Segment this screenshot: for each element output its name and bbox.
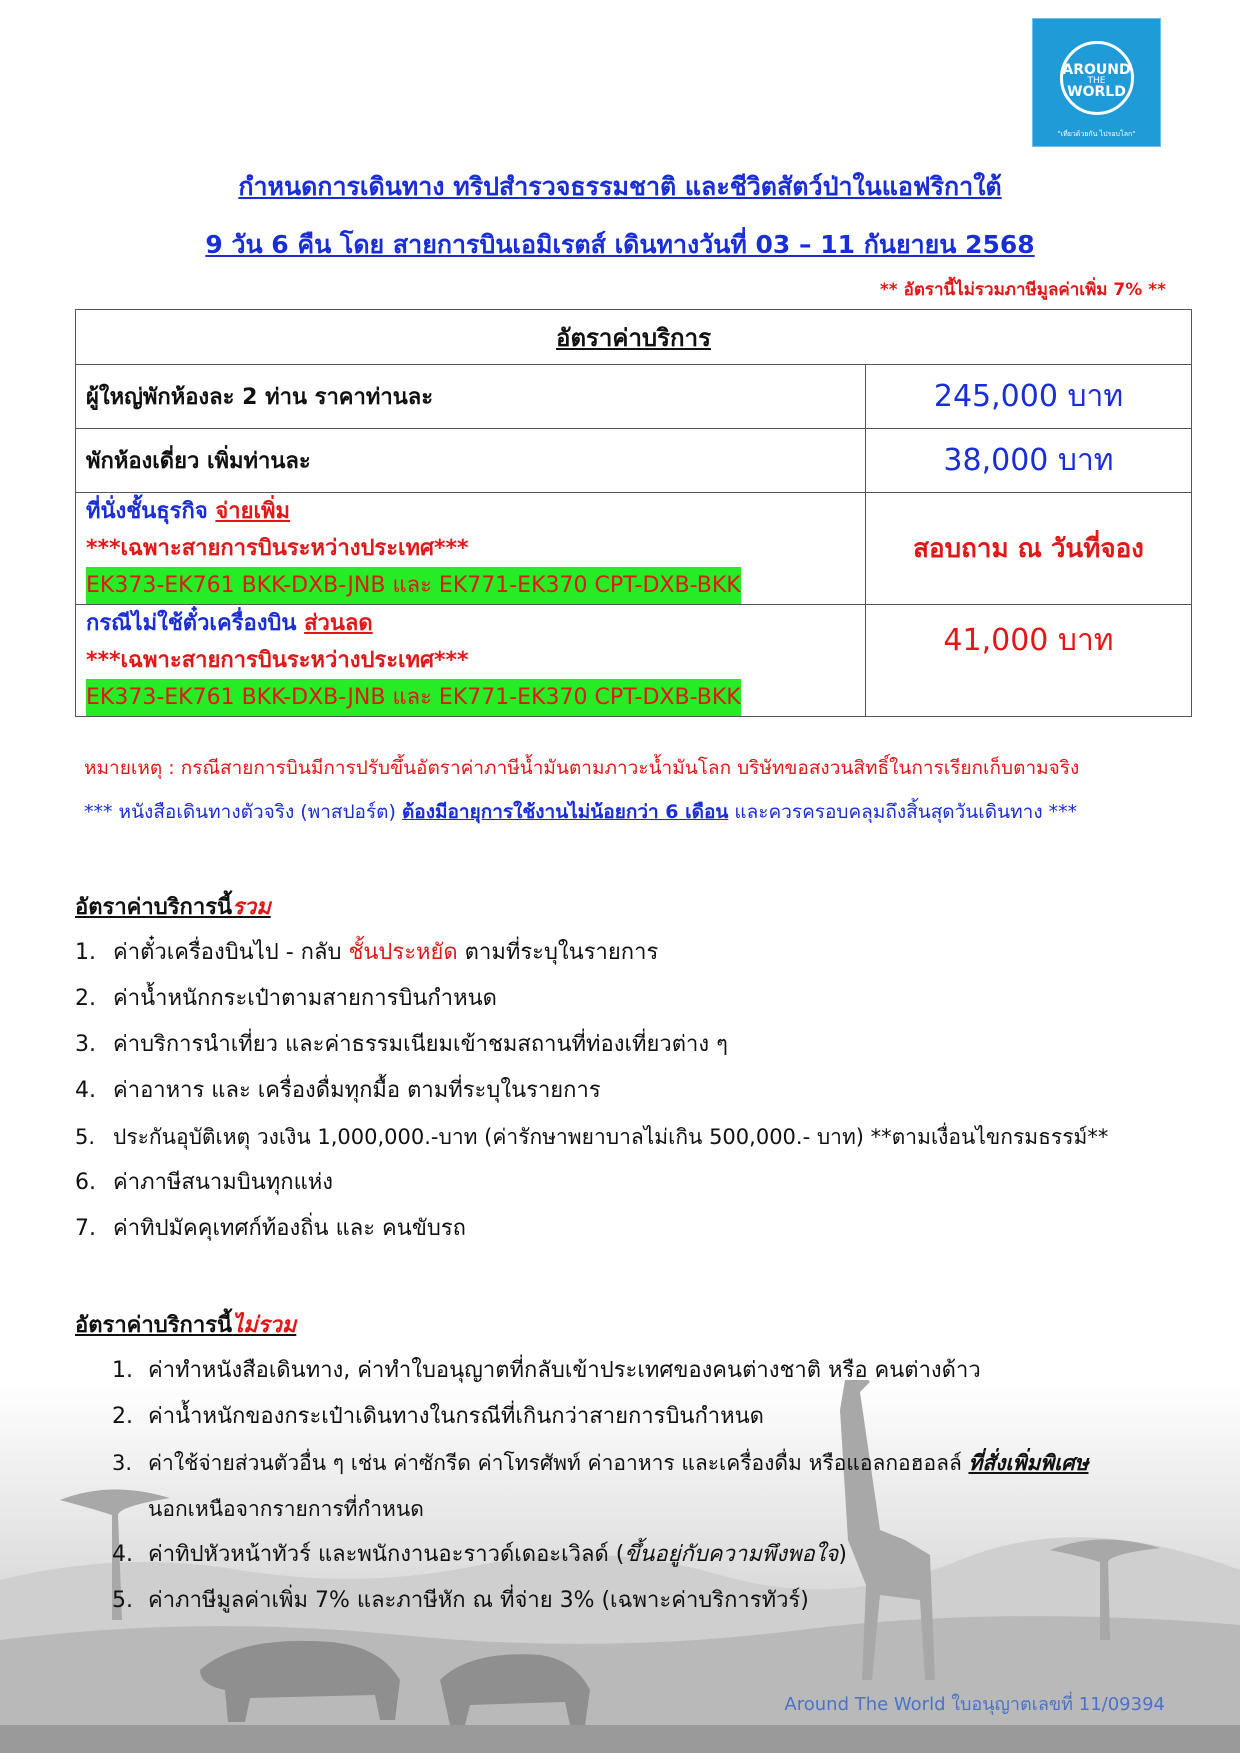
- no-ticket-discount: ส่วนลด: [304, 611, 373, 636]
- price-table-header: อัตราค่าบริการ: [76, 310, 1192, 365]
- list-item: 2. ค่าน้ำหนักกระเป๋าตามสายการบินกำหนด: [75, 986, 497, 1011]
- included-heading-emphasis: รวม: [232, 895, 271, 920]
- adult-rate-label: ผู้ใหญ่พักห้องละ 2 ท่าน ราคาท่านละ: [76, 365, 866, 429]
- passport-note-a: *** หนังสือเดินทางตัวจริง (พาสปอร์ต): [84, 801, 402, 823]
- vat-note: ** อัตรานี้ไม่รวมภาษีมูลค่าเพิ่ม 7% **: [879, 280, 1166, 300]
- page-title: กำหนดการเดินทาง ทริปสำรวจธรรมชาติ และชีวิตสัตว์ป่าในแอฟริกาใต้: [238, 172, 1002, 201]
- list-item: 7. ค่าทิปมัคคุเทศก์ท้องถิ่น และ คนขับรถ: [75, 1216, 466, 1241]
- list-item: 4. ค่าอาหาร และ เครื่องดื่มทุกมื้อ ตามที่ระบุในรายการ: [75, 1078, 601, 1103]
- excluded-list: [112, 1348, 1088, 1624]
- list-item: 5. ค่าภาษีมูลค่าเพิ่ม 7% และภาษีหัก ณ ที่จ่าย 3% (เฉพาะค่าบริการทัวร์): [112, 1588, 809, 1613]
- logo-text-around: AROUND: [1062, 62, 1131, 78]
- single-room-label: พักห้องเดี่ยว เพิ่มท่านละ: [76, 429, 866, 493]
- list-item: 5. ประกันอุบัติเหตุ วงเงิน 1,000,000.-บาท (ค่ารักษาพยาบาลไม่เกิน 500,000.- บาท) **ตามเงื่อนไขกรมธรรม์**: [75, 1125, 1109, 1149]
- no-ticket-cell: [76, 605, 866, 717]
- fuel-surcharge-note: หมายเหตุ : กรณีสายการบินมีการปรับขึ้นอัตราค่าภาษีน้ำมันตามภาวะน้ำมันโลก บริษัทขอสงวนสิทธิ์ในการเรียกเก็บตามจริง: [84, 757, 1080, 779]
- business-intl-note: ***เฉพาะสายการบินระหว่างประเทศ***: [86, 536, 469, 561]
- no-ticket-price: 41,000 บาท: [866, 605, 1192, 717]
- adult-rate-price: 245,000 บาท: [866, 365, 1192, 429]
- passport-note: [84, 797, 1077, 827]
- logo-tagline: "เที่ยวด้วยกัน ไปรอบโลก": [1057, 130, 1136, 138]
- passport-note-validity: ต้องมีอายุการใช้งานไม่น้อยกว่า 6 เดือน: [401, 801, 729, 823]
- excluded-heading-text: อัตราค่าบริการนี้: [75, 1313, 233, 1338]
- list-item: 3. ค่าใช้จ่ายส่วนตัวอื่น ๆ เช่น ค่าซักรีด ค่าโทรศัพท์ ค่าอาหาร และเครื่องดื่ม หรือแอลกอฮอลล์ ที่สั่งเพิ่มพิเศษ นอกเหนือจากรายการที่กำหนด: [112, 1451, 1089, 1521]
- list-item: 4. ค่าทิปหัวหน้าทัวร์ และพนักงานอะราวด์เดอะเวิลด์ (ขึ้นอยู่กับความพึงพอใจ): [112, 1542, 847, 1567]
- license-footer: Around The World ใบอนุญาตเลขที่ 11/09394: [784, 1694, 1165, 1715]
- no-ticket-intl-note: ***เฉพาะสายการบินระหว่างประเทศ***: [86, 648, 469, 673]
- business-class-label: ที่นั่งชั้นธุรกิจ: [86, 499, 216, 524]
- list-item: 1. ค่าตั๋วเครื่องบินไป - กลับ ชั้นประหยัด ตามที่ระบุในรายการ: [75, 940, 659, 965]
- list-item: 3. ค่าบริการนำเที่ยว และค่าธรรมเนียมเข้าชมสถานที่ท่องเที่ยวต่าง ๆ: [75, 1032, 728, 1057]
- logo-text-the: THE: [1087, 76, 1106, 86]
- page-subtitle: 9 วัน 6 คืน โดย สายการบินเอมิเรตส์ เดินทางวันที่ 03 – 11 กันยายน 2568: [205, 230, 1035, 259]
- included-list: [75, 930, 1108, 1252]
- price-table: [75, 309, 1192, 717]
- business-class-extra: จ่ายเพิ่ม: [215, 499, 291, 524]
- business-class-price: สอบถาม ณ วันที่จอง: [866, 493, 1192, 605]
- business-class-cell: [76, 493, 866, 605]
- list-item: 6. ค่าภาษีสนามบินทุกแห่ง: [75, 1170, 333, 1195]
- no-ticket-flight-codes: EK373-EK761 BKK-DXB-JNB และ EK771-EK370 CPT-DXB-BKK: [86, 679, 741, 716]
- list-item: 2. ค่าน้ำหนักของกระเป๋าเดินทางในกรณีที่เกินกว่าสายการบินกำหนด: [112, 1404, 764, 1429]
- single-room-price: 38,000 บาท: [866, 429, 1192, 493]
- logo-text-world: WORLD: [1067, 84, 1126, 100]
- no-ticket-label: กรณีไม่ใช้ตั๋วเครื่องบิน: [86, 611, 305, 636]
- passport-note-c: และควรครอบคลุมถึงสิ้นสุดวันเดินทาง ***: [728, 801, 1078, 823]
- excluded-heading-emphasis: ไม่รวม: [232, 1313, 297, 1338]
- included-heading: [75, 889, 271, 924]
- business-flight-codes: EK373-EK761 BKK-DXB-JNB และ EK771-EK370 CPT-DXB-BKK: [86, 567, 741, 604]
- included-heading-text: อัตราค่าบริการนี้: [75, 895, 233, 920]
- excluded-heading: [75, 1307, 296, 1342]
- company-logo: [1032, 18, 1161, 147]
- list-item: 1. ค่าทำหนังสือเดินทาง, ค่าทำใบอนุญาตที่กลับเข้าประเทศของคนต่างชาติ หรือ คนต่างด้าว: [112, 1358, 981, 1383]
